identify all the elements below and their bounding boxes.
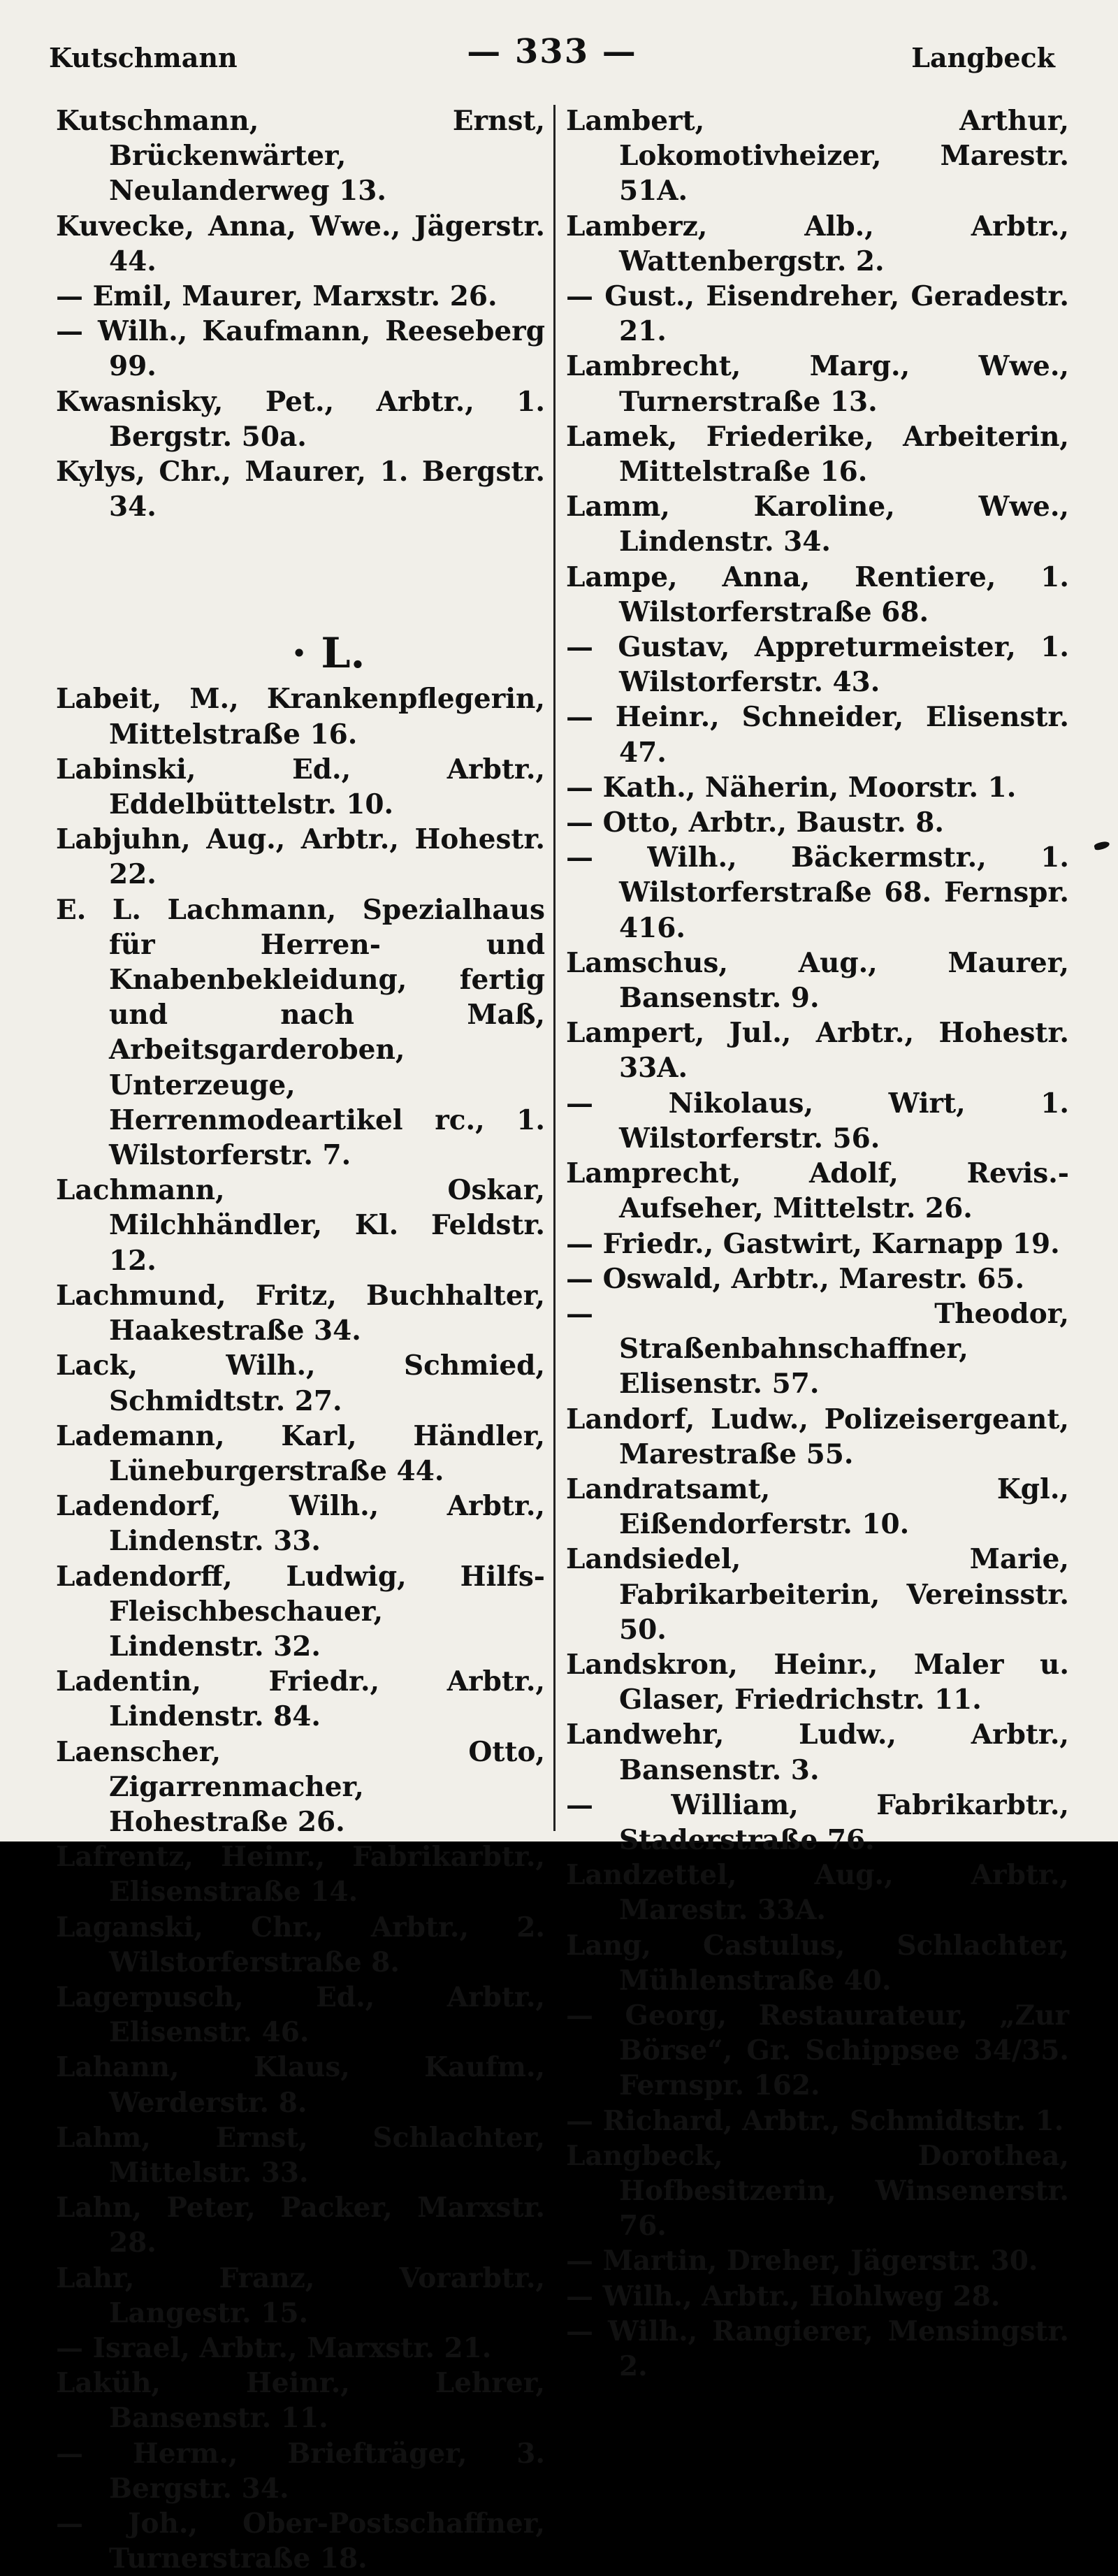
directory-entry: Lachmund, Fritz, Buchhalter, Haakestraße 34. — [56, 1279, 545, 1347]
directory-entry: — Heinr., Schneider, Elisenstr. 47. — [566, 701, 1069, 769]
directory-entry: Lamm, Karoline, Wwe., Lindenstr. 34. — [566, 491, 1069, 558]
directory-entry: Landskron, Heinr., Maler u. Glaser, Friedrichstr. 11. — [566, 1648, 1069, 1716]
directory-entry: — Friedr., Gastwirt, Karnapp 19. — [566, 1227, 1060, 1260]
directory-entry: Lampert, Jul., Arbtr., Hohestr. 33A. — [566, 1017, 1069, 1085]
directory-entry: — Martin, Dreher, Jägerstr. 30. — [566, 2245, 1038, 2278]
directory-entry: — Wilh., Kaufmann, Reeseberg 99. — [56, 315, 545, 383]
margin-ink-mark — [1094, 840, 1110, 851]
directory-entry: Lahm, Ernst, Schlachter, Mittelstr. 33. — [56, 2121, 545, 2189]
column-divider — [553, 105, 556, 1831]
directory-entry: — William, Fabrikarbtr., Staderstraße 76. — [566, 1788, 1069, 1856]
directory-entry: Kutschmann, Ernst, Brückenwärter, Neulanderweg 13. — [56, 105, 545, 208]
directory-entry: — Wilh., Rangierer, Mensingstr. 2. — [566, 2315, 1069, 2382]
directory-entry: Lahann, Klaus, Kaufm., Werderstr. 8. — [56, 2051, 545, 2119]
directory-entry: — Israel, Arbtr., Marxstr. 21. — [56, 2331, 492, 2364]
page-number: — 333 — — [467, 32, 637, 71]
directory-entry: Lambert, Arthur, Lokomotivheizer, Marestr. 51A. — [566, 105, 1069, 208]
directory-entry: Lahr, Franz, Vorarbtr., Langestr. 15. — [56, 2262, 545, 2329]
directory-entry: — Nikolaus, Wirt, 1. Wilstorferstr. 56. — [566, 1087, 1069, 1155]
directory-entry: Lamberz, Alb., Arbtr., Wattenbergstr. 2. — [566, 210, 1069, 277]
page-header — [49, 27, 1055, 82]
directory-entry: Ladendorf, Wilh., Arbtr., Lindenstr. 33. — [56, 1490, 545, 1558]
directory-entry: Ladendorff, Ludwig, Hilfs-Fleischbeschauer, Lindenstr. 32. — [56, 1560, 545, 1663]
directory-entry: Labinski, Ed., Arbtr., Eddelbüttelstr. 10. — [56, 753, 545, 821]
directory-entry: Laenscher, Otto, Zigarrenmacher, Hohestraße 26. — [56, 1735, 545, 1838]
directory-entry: Lang, Castulus, Schlachter, Mühlenstraße 40. — [566, 1929, 1069, 1997]
directory-entry: — Georg, Restaurateur, „Zur Börse“, Gr. Schippsee 34/35. Fernspr. 162. — [566, 1999, 1069, 2102]
directory-entry: — Herm., Briefträger, 3. Bergstr. 34. — [56, 2437, 545, 2505]
header-right-guide-word: Langbeck — [911, 42, 1055, 73]
left-entries-after — [56, 681, 545, 2576]
directory-entry: Lambrecht, Marg., Wwe., Turnerstraße 13. — [566, 350, 1069, 418]
directory-entry: — Richard, Arbtr., Schmidtstr. 1. — [566, 2104, 1064, 2137]
directory-entry: E. L. Lachmann, Spezialhaus für Herren- und Knabenbekleidung, fertig und nach Maß, Arbeitsgarderoben, Unterzeuge, Herrenmodeartikel rc., 1. Wilstorferstr. 7. — [56, 893, 545, 1172]
directory-entry: Kuvecke, Anna, Wwe., Jägerstr. 44. — [56, 210, 545, 277]
directory-entry: — Oswald, Arbtr., Marestr. 65. — [566, 1262, 1025, 1295]
directory-entry: Landzettel, Aug., Arbtr., Marestr. 33A. — [566, 1859, 1069, 1927]
left-entries-before — [56, 103, 545, 524]
directory-entry: Lafrentz, Heinr., Fabrikarbtr., Elisenstraße 14. — [56, 1841, 545, 1909]
directory-entry: — Otto, Arbtr., Baustr. 8. — [566, 806, 944, 839]
directory-entry: Landwehr, Ludw., Arbtr., Bansenstr. 3. — [566, 1718, 1069, 1786]
directory-entry: Lahn, Peter, Packer, Marxstr. 28. — [56, 2192, 545, 2259]
directory-entry: Landorf, Ludw., Polizeisergeant, Marestraße 55. — [566, 1403, 1069, 1470]
right-entries — [566, 103, 1069, 2384]
directory-entry: Landratsamt, Kgl., Eißendorferstr. 10. — [566, 1472, 1069, 1541]
directory-entry: Lademann, Karl, Händler, Lüneburgerstraße 44. — [56, 1419, 545, 1487]
left-column — [56, 103, 545, 2576]
directory-entry: — Emil, Maurer, Marxstr. 26. — [56, 280, 498, 313]
directory-entry: Labeit, M., Krankenpflegerin, Mittelstraße 16. — [56, 683, 545, 751]
directory-entry: Lamek, Friederike, Arbeiterin, Mittelstraße 16. — [566, 420, 1069, 489]
directory-entry: Laküh, Heinr., Lehrer, Bansenstr. 11. — [56, 2367, 545, 2435]
directory-entry: Lamprecht, Adolf, Revis.-Aufseher, Mittelstr. 26. — [566, 1157, 1069, 1225]
directory-entry: Lack, Wilh., Schmied, Schmidtstr. 27. — [56, 1349, 545, 1417]
directory-entry: — Gust., Eisendreher, Geradestr. 21. — [566, 280, 1069, 348]
section-letter-heading: · L. — [291, 629, 365, 679]
directory-entry: — Wilh., Arbtr., Hohlweg 28. — [566, 2280, 1001, 2313]
directory-entry: Laganski, Chr., Arbtr., 2. Wilstorferstraße 8. — [56, 1911, 545, 1978]
header-left-guide-word: Kutschmann — [49, 42, 238, 73]
directory-entry: Labjuhn, Aug., Arbtr., Hohestr. 22. — [56, 823, 545, 891]
directory-entry: Langbeck, Dorothea, Hofbesitzerin, Winsenerstr. 76. — [566, 2139, 1069, 2243]
directory-entry: Landsiedel, Marie, Fabrikarbeiterin, Vereinsstr. 50. — [566, 1543, 1069, 1646]
directory-entry: — Wilh., Bäckermstr., 1. Wilstorferstraße 68. Fernspr. 416. — [566, 841, 1069, 944]
directory-entry: Lagerpusch, Ed., Arbtr., Elisenstr. 46. — [56, 1981, 545, 2049]
directory-entry: Ladentin, Friedr., Arbtr., Lindenstr. 84. — [56, 1665, 545, 1733]
directory-entry: — Kath., Näherin, Moorstr. 1. — [566, 771, 1017, 804]
directory-entry: — Theodor, Straßenbahnschaffner, Elisenstr. 57. — [566, 1297, 1069, 1401]
directory-entry: Kwasnisky, Pet., Arbtr., 1. Bergstr. 50a. — [56, 385, 545, 453]
directory-entry: — Gustav, Appreturmeister, 1. Wilstorferstr. 43. — [566, 631, 1069, 699]
directory-entry: — Joh., Ober-Postschaffner, Turnerstraße 18. — [56, 2508, 545, 2575]
directory-entry: Lamschus, Aug., Maurer, Bansenstr. 9. — [566, 946, 1069, 1015]
section-spacer — [56, 524, 545, 625]
right-column — [566, 103, 1069, 2384]
directory-entry: Lampe, Anna, Rentiere, 1. Wilstorferstraße 68. — [566, 560, 1069, 628]
directory-entry: Kylys, Chr., Maurer, 1. Bergstr. 34. — [56, 456, 545, 523]
directory-entry: Lachmann, Oskar, Milchhändler, Kl. Feldstr. 12. — [56, 1174, 545, 1277]
